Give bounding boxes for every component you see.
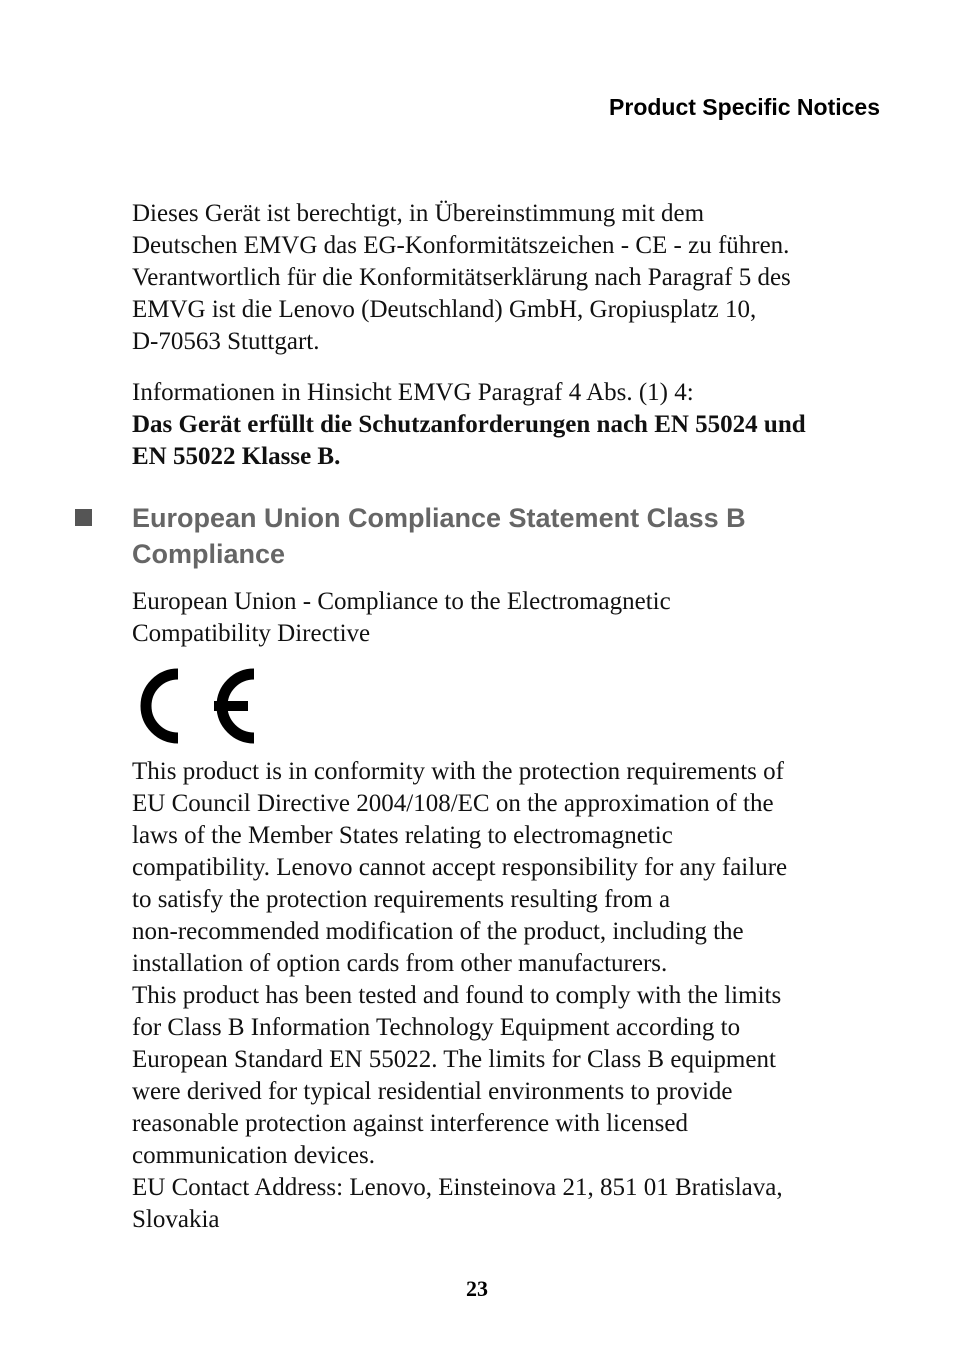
emvg-info-paragraph: [132, 377, 892, 473]
text-line: to satisfy the protection requirements resulting from a: [132, 886, 671, 913]
heading-line: European Union Compliance Statement Class B: [132, 503, 746, 533]
text-line: compatibility. Lenovo cannot accept responsibility for any failure: [132, 854, 788, 881]
emvg-paragraph: [132, 198, 892, 358]
directive-intro-paragraph: [132, 586, 892, 650]
contact-address-line: Slovakia: [132, 1206, 220, 1233]
text-line: were derived for typical residential environments to provide: [132, 1078, 733, 1105]
text-line: Deutschen EMVG das EG-Konformitätszeichen - CE - zu führen.: [132, 232, 790, 259]
text-line: This product has been tested and found to comply with the limits: [132, 982, 782, 1009]
section-heading: [132, 500, 746, 572]
text-line: communication devices.: [132, 1142, 375, 1169]
text-line: EU Council Directive 2004/108/EC on the approximation of the: [132, 790, 774, 817]
text-line: reasonable protection against interference with licensed: [132, 1110, 689, 1137]
text-line: for Class B Information Technology Equipment according to: [132, 1014, 741, 1041]
text-line: EMVG ist die Lenovo (Deutschland) GmbH, Gropiusplatz 10,: [132, 296, 757, 323]
text-line: laws of the Member States relating to electromagnetic: [132, 822, 673, 849]
contact-address-line: EU Contact Address: Lenovo, Einsteinova 21, 851 01 Bratislava,: [132, 1174, 783, 1201]
text-line: Compatibility Directive: [132, 620, 371, 647]
square-bullet-icon: [75, 509, 92, 526]
bold-text-line: Das Gerät erfüllt die Schutzanforderungen nach EN 55024 und: [132, 411, 806, 438]
text-line: European Standard EN 55022. The limits for Class B equipment: [132, 1046, 776, 1073]
bold-text-line: EN 55022 Klasse B.: [132, 443, 341, 470]
text-line: Dieses Gerät ist berechtigt, in Übereinstimmung mit dem: [132, 200, 705, 227]
conformity-body-paragraph: [132, 756, 892, 1236]
text-line: Verantwortlich für die Konformitätserklärung nach Paragraf 5 des: [132, 264, 791, 291]
text-line: Informationen in Hinsicht EMVG Paragraf 4 Abs. (1) 4:: [132, 379, 694, 406]
text-line: European Union - Compliance to the Electromagnetic: [132, 588, 671, 615]
heading-line: Compliance: [132, 539, 286, 569]
running-header: Product Specific Notices: [609, 94, 880, 120]
text-line: installation of option cards from other manufacturers.: [132, 950, 668, 977]
text-line: This product is in conformity with the protection requirements of: [132, 758, 784, 785]
text-line: non-recommended modification of the product, including the: [132, 918, 744, 945]
page-number: 23: [466, 1276, 488, 1301]
ce-mark-icon: [132, 660, 262, 752]
text-line: D-70563 Stuttgart.: [132, 328, 320, 355]
